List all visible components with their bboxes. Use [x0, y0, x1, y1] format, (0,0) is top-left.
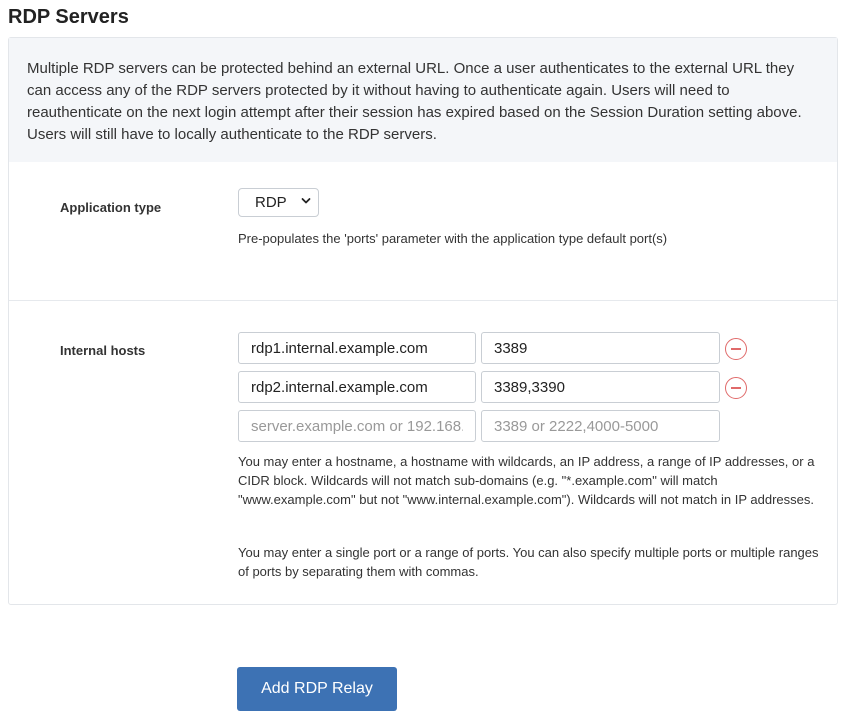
section-title: RDP Servers: [8, 6, 129, 28]
remove-circle-icon[interactable]: [725, 338, 747, 360]
add-rdp-relay-button[interactable]: Add RDP Relay: [237, 667, 397, 711]
internal-hosts-label: Internal hosts: [60, 343, 146, 358]
ports-input-1[interactable]: [481, 332, 720, 364]
hosts-help-text: You may enter a hostname, a hostname with wildcards, an IP address, a range of IP addresses, or a CIDR block. Wildcards will not match sub-domains (e.g. "*.example.com" will match "www.example.com" but not "www.internal.example.com"). Wildcards will not match in IP addresses.: [238, 454, 815, 507]
application-type-help: Pre-populates the 'ports' parameter with the application type default port(s): [238, 231, 668, 246]
rdp-servers-panel: [8, 37, 838, 605]
intro-text: Multiple RDP servers can be protected behind an external URL. Once a user authenticates to the external URL they can access any of the RDP servers protected by it without having to authenticate again. Users will need to reauthenticate on the next login attempt after their session has expired based on the Session Duration setting above. Users will still have to locally authenticate to the RDP servers.: [9, 38, 837, 162]
remove-circle-icon[interactable]: [725, 377, 747, 399]
ports-help-text: You may enter a single port or a range of ports. You can also specify multiple ports or multiple ranges of ports by separating them with commas.: [238, 545, 819, 579]
application-type-select[interactable]: [238, 188, 319, 217]
application-type-label: Application type: [60, 200, 162, 215]
ports-input-2[interactable]: [481, 371, 720, 403]
chevron-down-icon: [301, 194, 311, 211]
host-input-1[interactable]: [238, 332, 476, 364]
application-type-value: RDP: [255, 194, 287, 211]
host-input-new[interactable]: [238, 410, 476, 442]
section-divider: [9, 300, 837, 301]
host-input-2[interactable]: [238, 371, 476, 403]
ports-input-new[interactable]: [481, 410, 720, 442]
